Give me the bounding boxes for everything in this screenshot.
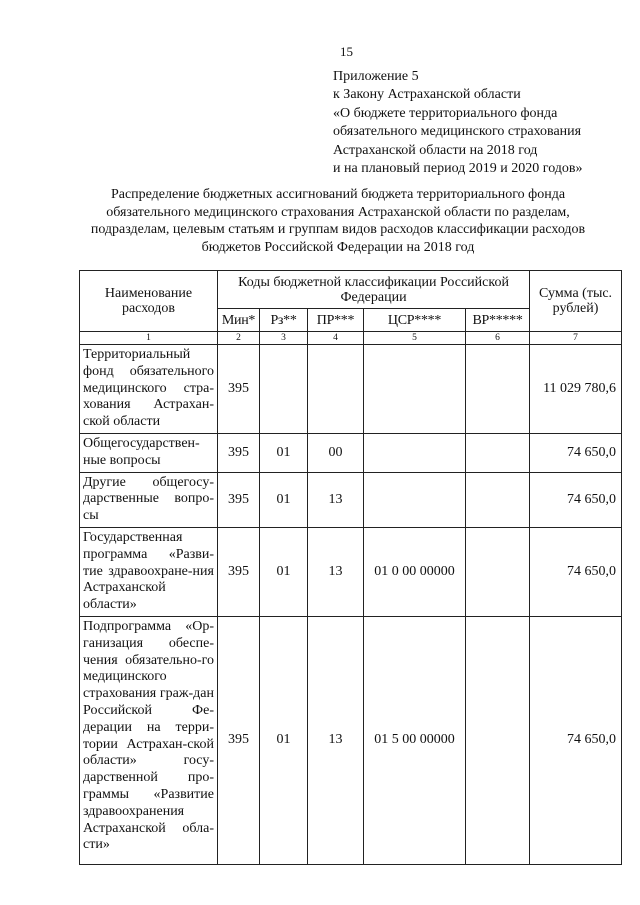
title-line: бюджетов Российской Федерации на 2018 год	[201, 239, 475, 255]
header-codes-group: Коды бюджетной классификации Российской Федерации	[218, 271, 530, 309]
row-min: 395	[218, 472, 260, 527]
row-name: Общегосударствен-ные вопросы	[80, 433, 218, 472]
row-vr	[466, 345, 530, 434]
header-vr: ВР*****	[466, 309, 530, 332]
column-number: 3	[260, 332, 308, 345]
row-pr: 13	[308, 527, 364, 616]
row-name: Государственная программа «Разви-тие здравоохране-ния Астраханской области»	[80, 527, 218, 616]
budget-table	[79, 270, 622, 865]
column-number: 2	[218, 332, 260, 345]
row-sum: 74 650,0	[530, 616, 622, 864]
table-row	[80, 433, 622, 472]
appendix-block	[333, 68, 583, 178]
header-min: Мин*	[218, 309, 260, 332]
row-pr: 13	[308, 472, 364, 527]
row-min: 395	[218, 616, 260, 864]
table-row	[80, 616, 622, 864]
table-row	[80, 472, 622, 527]
row-csr	[364, 472, 466, 527]
column-number: 6	[466, 332, 530, 345]
row-vr	[466, 616, 530, 864]
row-vr	[466, 433, 530, 472]
row-sum: 74 650,0	[530, 527, 622, 616]
appendix-line: обязательного медицинского страхования	[333, 124, 582, 140]
column-number-row	[80, 332, 622, 345]
row-sum: 74 650,0	[530, 472, 622, 527]
header-pr: ПР***	[308, 309, 364, 332]
column-number: 1	[80, 332, 218, 345]
row-name: Территориальный фонд обязательного медицинского стра-хования Астрахан-ской области	[80, 345, 218, 434]
table-row	[80, 345, 622, 434]
document-title	[64, 186, 612, 256]
row-sum: 11 029 780,6	[530, 345, 622, 434]
row-rz	[260, 345, 308, 434]
appendix-line: и на плановый период 2019 и 2020 годов»	[333, 161, 583, 177]
table-row	[80, 527, 622, 616]
title-line: обязательного медицинского страхования Астраханской области по разделам,	[106, 204, 570, 220]
appendix-line: Астраханской области на 2018 год	[333, 142, 538, 158]
row-name: Подпрограмма «Ор-ганизация обеспе-чения обязательно-го медицинского страхования граж-дан Российской Фе-дерации на терри-тории Астрахан-ской области» госу-дарственной про-граммы «Развитие здравоохранения Астраханской обла-сти»	[80, 616, 218, 864]
appendix-line: Приложение 5	[333, 69, 419, 84]
row-pr	[308, 345, 364, 434]
page-number: 15	[340, 44, 353, 59]
row-min: 395	[218, 433, 260, 472]
row-rz: 01	[260, 472, 308, 527]
row-sum: 74 650,0	[530, 433, 622, 472]
row-pr: 13	[308, 616, 364, 864]
row-vr	[466, 527, 530, 616]
row-rz: 01	[260, 527, 308, 616]
title-line: Распределение бюджетных ассигнований бюджета территориального фонда	[110, 187, 566, 202]
header-csr: ЦСР****	[364, 309, 466, 332]
row-csr	[364, 345, 466, 434]
column-number: 4	[308, 332, 364, 345]
row-min: 395	[218, 527, 260, 616]
row-csr	[364, 433, 466, 472]
header-sum: Сумма (тыс. рублей)	[530, 271, 622, 332]
column-number: 7	[530, 332, 622, 345]
row-name: Другие общегосу-дарственные вопро-сы	[80, 472, 218, 527]
row-vr	[466, 472, 530, 527]
row-rz: 01	[260, 616, 308, 864]
row-csr: 01 0 00 00000	[364, 527, 466, 616]
appendix-line: к Закону Астраханской области	[333, 87, 521, 103]
row-pr: 00	[308, 433, 364, 472]
column-number: 5	[364, 332, 466, 345]
title-line: подразделам, целевым статьям и группам видов расходов классификации расходов	[90, 222, 586, 238]
header-rz: Рз**	[260, 309, 308, 332]
row-min: 395	[218, 345, 260, 434]
row-rz: 01	[260, 433, 308, 472]
header-name: Наименование расходов	[80, 271, 218, 332]
appendix-line: «О бюджете территориального фонда	[333, 105, 558, 121]
row-csr: 01 5 00 00000	[364, 616, 466, 864]
